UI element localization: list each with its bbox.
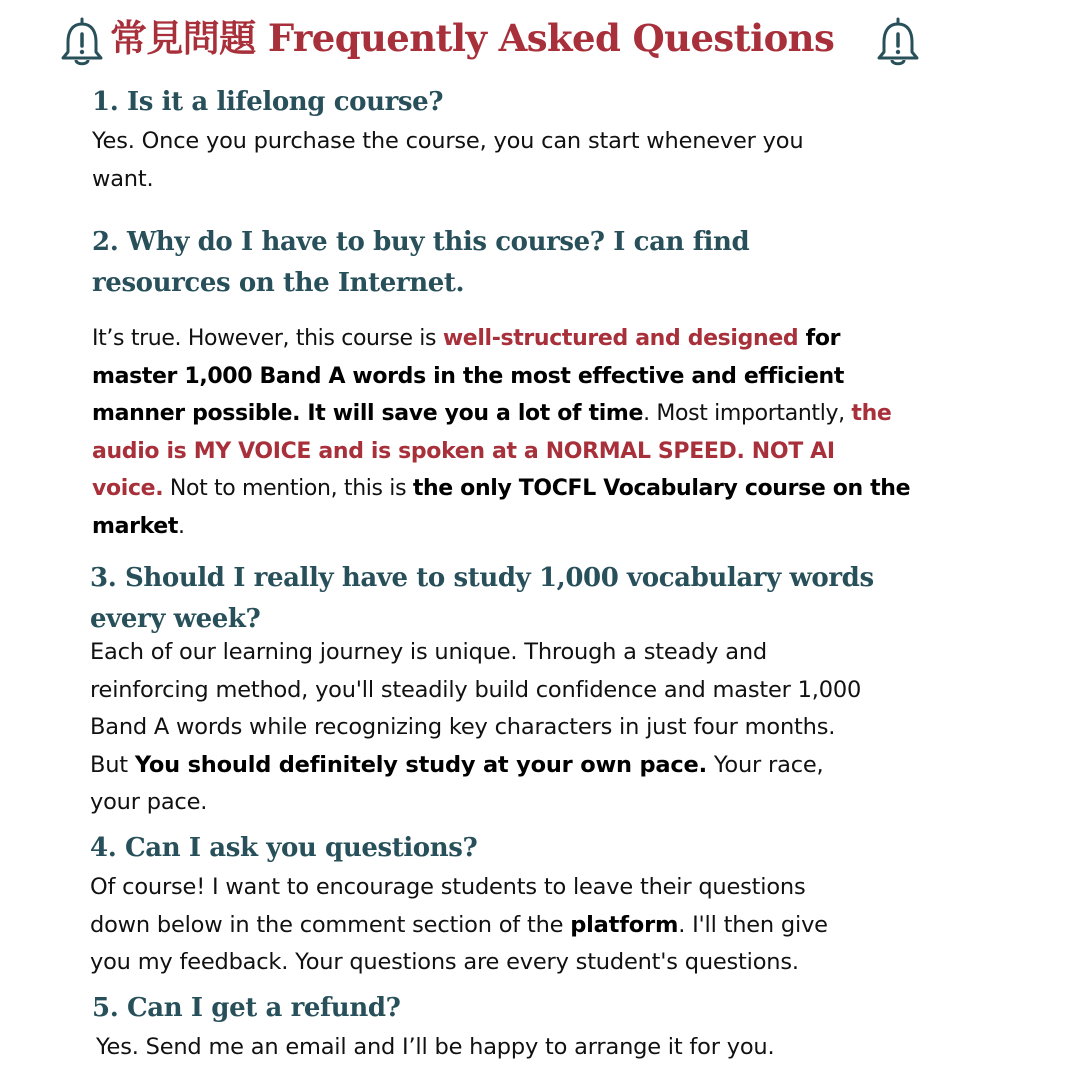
answer-text: Not to mention, this is [163,476,413,501]
answer-bold-text: You should definitely study at your own pace. [134,751,707,778]
answer-bold-text: the only TOCFL Vocabulary course on the market [92,476,911,539]
bell-alert-icon [60,16,104,68]
faq-item-3 [90,558,910,822]
page-title: 常見問題 Frequently Asked Questions [110,16,835,60]
answer-text: Of course! I want to encourage students to leave their questions down below in the comment section of the [90,874,806,938]
answer-text: Yes. Once you purchase the course, you can start whenever you want. [92,128,804,192]
faq-item-1 [92,82,912,198]
answer-text: Each of our learning journey is unique. Through a steady and reinforcing method, you'll steadily build confidence and master 1,000 Band A words while recognizing key characters in just four months. But [90,639,862,778]
faq-answer [92,123,812,198]
bell-alert-icon [876,16,920,68]
answer-text: It’s true. However, this course is [92,326,443,351]
faq-answer [96,1029,912,1067]
answer-text: Yes. Send me an email and I’ll be happy to arrange it for you. [96,1034,775,1060]
faq-question: 2. Why do I have to buy this course? I can find resources on the Internet. [92,227,750,298]
answer-bold-text: platform [570,911,679,938]
answer-highlight-text: well-structured and designed [442,326,799,351]
faq-item-5 [92,988,912,1067]
faq-question: 1. Is it a lifelong course? [92,87,444,117]
answer-text: . I'll then give you my feedback. Your questions are every student's questions. [90,911,828,975]
answer-bold-text: for master 1,000 Band A words in the most effective and efficient manner possible. It will save you a lot of time [92,326,845,426]
faq-answer [90,869,860,982]
faq-item-4 [90,828,910,982]
faq-question: 3. Should I really have to study 1,000 vocabulary words every week? [90,563,874,634]
answer-highlight-text: the audio is MY VOICE and is spoken at a NORMAL SPEED. NOT AI voice. [92,401,892,501]
faq-answer [90,634,880,822]
answer-text: . [178,513,185,539]
faq-item-2 [92,222,912,545]
faq-header [0,6,1080,70]
faq-answer [92,320,912,545]
faq-question: 4. Can I ask you questions? [90,833,478,863]
answer-text: . Most importantly, [643,401,852,426]
answer-text: Your race, your pace. [90,751,824,815]
faq-question: 5. Can I get a refund? [92,993,401,1023]
